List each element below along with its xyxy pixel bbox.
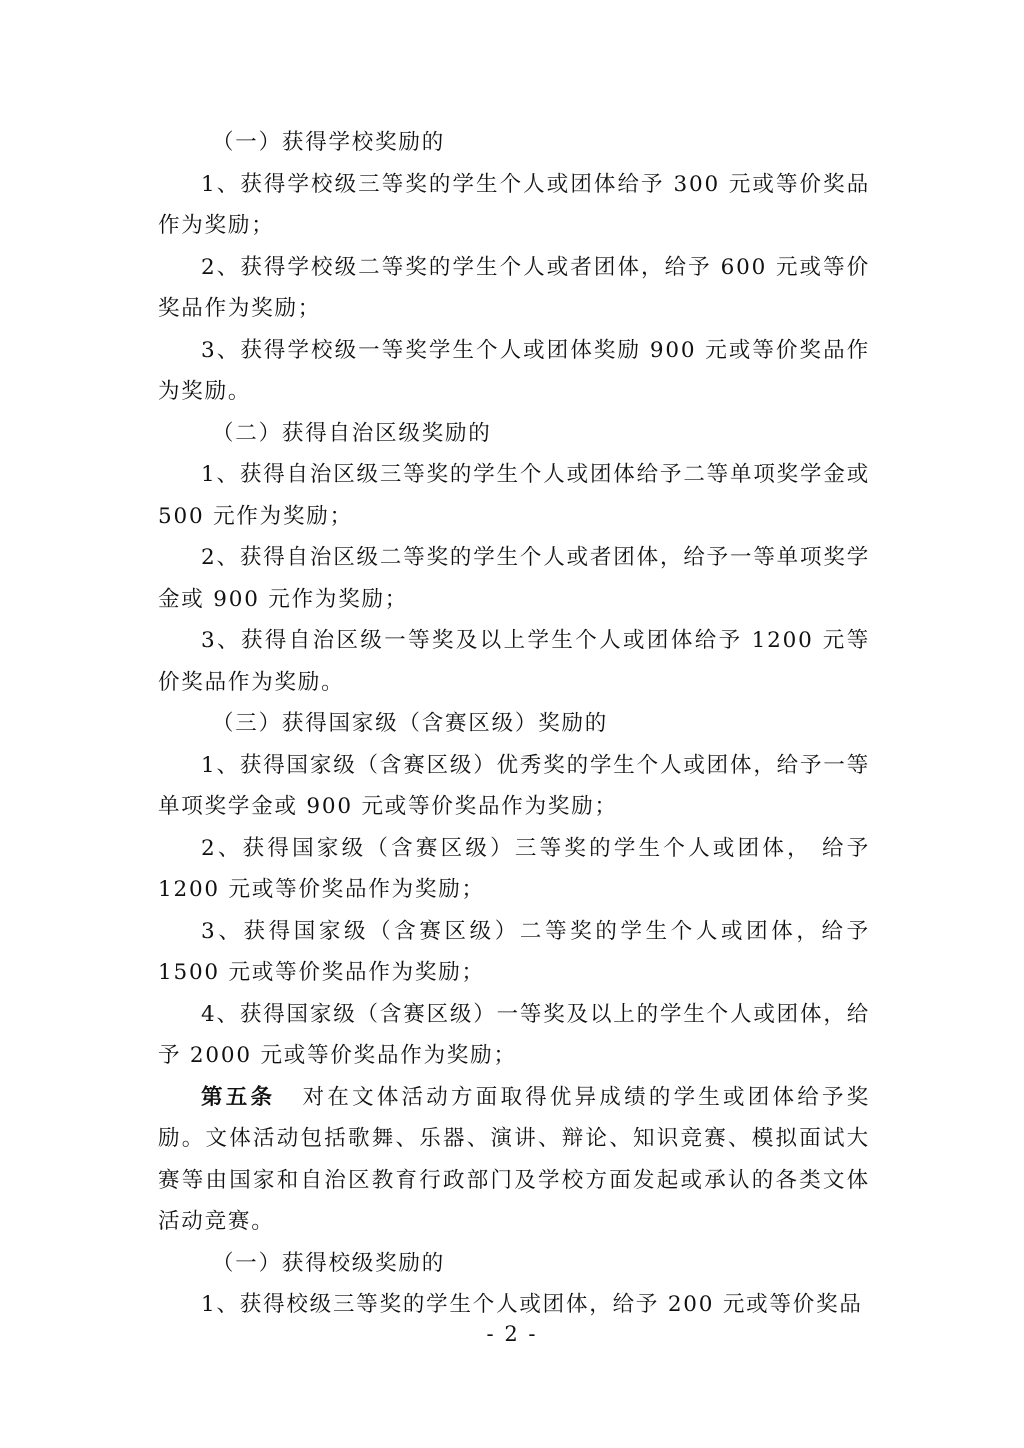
clause-paragraph: 1、获得学校级三等奖的学生个人或团体给予 300 元或等价奖品作为奖励； bbox=[158, 171, 870, 238]
clause-paragraph: 1、获得国家级（含赛区级）优秀奖的学生个人或团体，给予一等单项奖学金或 900 元或等价奖品作为奖励； bbox=[158, 752, 870, 819]
section-heading: （二）获得自治区级奖励的 bbox=[212, 420, 492, 446]
section-heading: （一）获得校级奖励的 bbox=[212, 1250, 446, 1276]
article-paragraph bbox=[158, 1077, 870, 1243]
clause-paragraph: 3、获得学校级一等奖学生个人或团体奖励 900 元或等价奖品作为奖励。 bbox=[158, 337, 870, 404]
article-text: 对在文体活动方面取得优异成绩的学生或团体给予奖励。文体活动包括歌舞、乐器、演讲、辩论、知识竞赛、模拟面试大赛等由国家和自治区教育行政部门及学校方面发起或承认的各类文体活动竞赛。 bbox=[158, 1084, 871, 1234]
clause-paragraph: 1、获得校级三等奖的学生个人或团体，给予 200 元或等价奖品 bbox=[201, 1292, 863, 1317]
clause-paragraph: 3、获得自治区级一等奖及以上学生个人或团体给予 1200 元等价奖品作为奖励。 bbox=[158, 628, 870, 695]
page-number: - 2 - bbox=[486, 1322, 538, 1346]
clause-paragraph: 2、获得国家级（含赛区级）三等奖的学生个人或团体， 给予 1200 元或等价奖品作为奖励； bbox=[158, 835, 870, 902]
clause-paragraph: 2、获得自治区级二等奖的学生个人或者团体，给予一等单项奖学金或 900 元作为奖励； bbox=[158, 545, 870, 612]
clause-paragraph: 1、获得自治区级三等奖的学生个人或团体给予二等单项奖学金或 500 元作为奖励； bbox=[158, 462, 870, 529]
article-label: 第五条 bbox=[201, 1084, 276, 1110]
clause-paragraph: 2、获得学校级二等奖的学生个人或者团体，给予 600 元或等价奖品作为奖励； bbox=[158, 254, 870, 321]
document-body bbox=[158, 122, 870, 1326]
clause-paragraph: 4、获得国家级（含赛区级）一等奖及以上的学生个人或团体，给予 2000 元或等价奖品作为奖励； bbox=[158, 1001, 870, 1068]
section-heading: （一）获得学校奖励的 bbox=[212, 130, 446, 155]
section-heading: （三）获得国家级（含赛区级）奖励的 bbox=[212, 711, 609, 736]
clause-paragraph: 3、获得国家级（含赛区级）二等奖的学生个人或团体，给予 1500 元或等价奖品作为奖励； bbox=[158, 918, 870, 985]
